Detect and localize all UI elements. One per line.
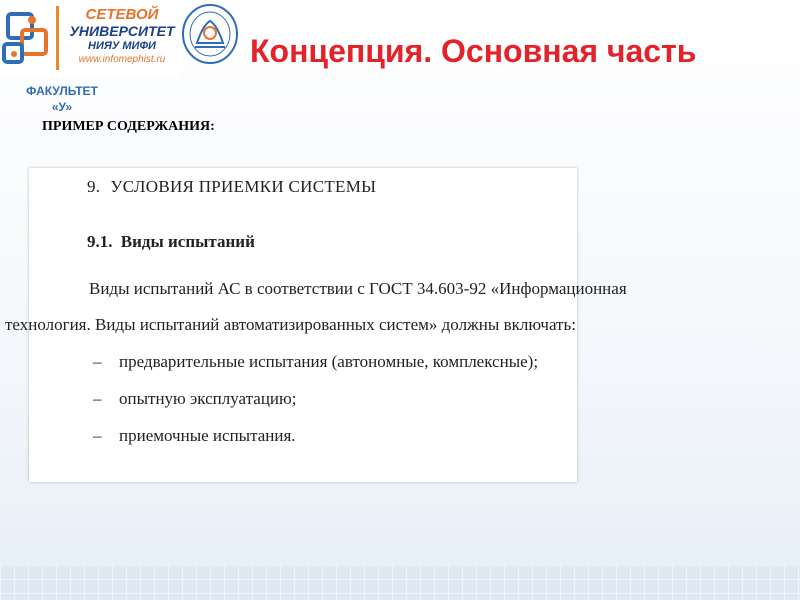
logo-text: [64, 6, 180, 67]
page-title: Концепция. Основная часть: [250, 33, 697, 69]
university-logo: [0, 0, 180, 78]
faculty-line2: «У»: [51, 100, 73, 114]
logo-url: www.infomephist.ru: [78, 54, 166, 65]
logo-line-mephi: НИЯУ МИФИ: [88, 40, 156, 52]
paragraph-line-1: Виды испытаний АС в соответствии с ГОСТ 34.603-92 «Информационная: [89, 279, 627, 298]
subsection-heading: [87, 232, 255, 252]
faculty-label: [4, 83, 120, 115]
subsection-title: Виды испытаний: [120, 232, 255, 251]
paragraph: [5, 271, 627, 343]
subsection-number: 9.1.: [87, 232, 113, 251]
list-dash: –: [93, 352, 102, 371]
list-item-text: предварительные испытания (автономные, комплексные);: [119, 352, 539, 371]
section-number: 9.: [87, 177, 101, 196]
list-item: [29, 380, 577, 417]
list-item-text: приемочные испытания.: [119, 426, 296, 445]
list-dash: –: [93, 389, 102, 408]
test-types-list: [29, 343, 577, 454]
example-heading: ПРИМЕР СОДЕРЖАНИЯ:: [42, 119, 215, 134]
logo-divider: [56, 6, 59, 70]
logo-line-university: УНИВЕРСИТЕТ: [69, 23, 175, 39]
network-logo-icon: [2, 8, 56, 68]
university-seal-icon: [181, 3, 239, 65]
list-item: [29, 417, 577, 454]
section-title: УСЛОВИЯ ПРИЕМКИ СИСТЕМЫ: [110, 177, 377, 196]
decorative-bottom-band: [0, 566, 800, 600]
faculty-line1: ФАКУЛЬТЕТ: [26, 84, 98, 98]
section-heading: [87, 177, 376, 197]
list-dash: –: [93, 426, 102, 445]
list-item-text: опытную эксплуатацию;: [119, 389, 297, 408]
logo-line-network: СЕТЕВОЙ: [85, 6, 159, 23]
document-excerpt: [5, 168, 627, 482]
paragraph-line-2: технология. Виды испытаний автоматизированных систем» должны включать:: [5, 315, 576, 334]
list-item: [29, 343, 577, 380]
